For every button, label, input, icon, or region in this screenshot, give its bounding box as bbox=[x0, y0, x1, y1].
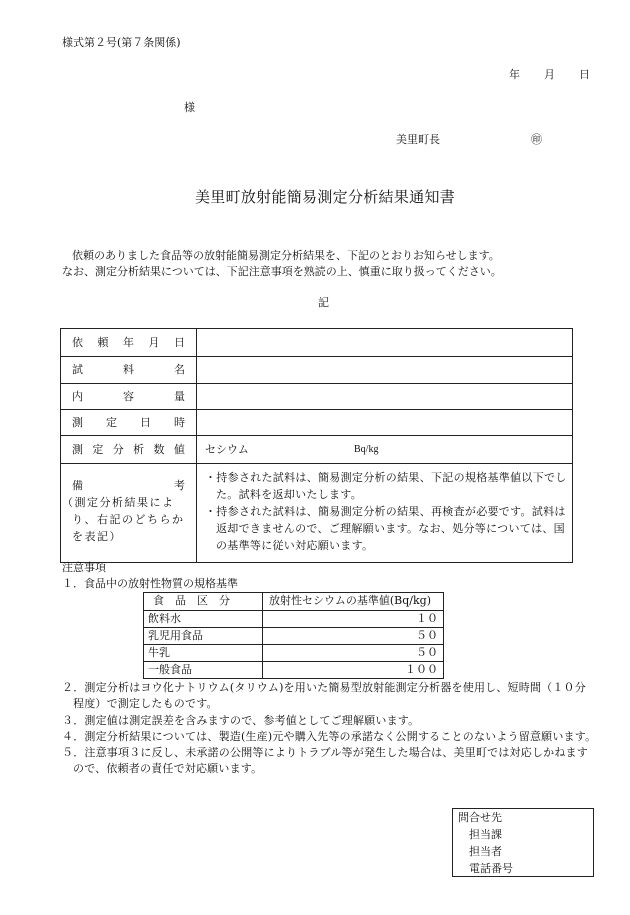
label-char: 試 bbox=[72, 363, 83, 376]
notes-heading: 注意事項 bbox=[62, 561, 106, 574]
result-table bbox=[60, 328, 573, 563]
content-volume-label bbox=[72, 389, 185, 405]
notes-item-4 bbox=[62, 729, 596, 745]
standards-category: 牛乳 bbox=[144, 645, 263, 661]
standards-limit: ５０ bbox=[416, 629, 438, 642]
measured-value-row bbox=[61, 435, 572, 463]
standards-limit: １００ bbox=[405, 663, 438, 676]
label-char: 定 bbox=[92, 442, 104, 456]
note-line: ので、依頼者の責任で対応願います。 bbox=[73, 762, 263, 776]
measurement-datetime-label bbox=[72, 415, 185, 431]
label-char: 名 bbox=[174, 363, 185, 376]
notes-item-3 bbox=[62, 713, 596, 729]
standards-header-row bbox=[144, 593, 443, 610]
measurement-datetime-label-cell bbox=[61, 410, 197, 435]
label-char: 容 bbox=[123, 389, 134, 403]
intro-line-2: なお、測定分析結果については、下記注意事項を熟読の上、慎重に取り扱ってください。 bbox=[62, 265, 502, 278]
sample-name-value bbox=[197, 357, 572, 383]
measurement-datetime-value bbox=[197, 410, 572, 435]
label-char: 備 bbox=[72, 479, 83, 492]
standards-category: 飲料水 bbox=[144, 611, 263, 627]
note-line: 程度）で測定したものです。 bbox=[73, 697, 218, 711]
remarks-label-cell bbox=[61, 464, 197, 562]
nuclide-name: セシウム bbox=[205, 442, 249, 456]
label-char: 内 bbox=[72, 389, 83, 403]
measurement-datetime-row bbox=[61, 409, 572, 435]
form-number: 様式第２号(第７条関係) bbox=[62, 36, 181, 49]
notes-list bbox=[62, 680, 596, 778]
label-char: 数 bbox=[153, 442, 165, 456]
sample-name-label-cell bbox=[61, 357, 197, 383]
sample-name-row bbox=[61, 356, 572, 383]
table-row bbox=[144, 644, 443, 661]
label-char: 時 bbox=[174, 415, 185, 429]
sample-name-label bbox=[72, 362, 185, 378]
label-char: 測 bbox=[72, 415, 83, 429]
remarks-options-cell bbox=[197, 464, 575, 562]
label-char: 月 bbox=[148, 335, 160, 349]
contact-person: 担当者 bbox=[469, 845, 502, 858]
request-date-label-cell bbox=[61, 329, 197, 356]
document-title: 美里町放射能簡易測定分析結果通知書 bbox=[194, 188, 456, 206]
content-volume-value bbox=[197, 384, 572, 409]
remarks-option-line: 返却できませんので、ご理解願います。なお、処分等については、国 bbox=[216, 522, 565, 535]
standards-header-limit: 放射性セシウムの基準値(Bq/kg) bbox=[269, 594, 432, 607]
measured-value-label-cell bbox=[61, 436, 197, 463]
request-date-value bbox=[197, 329, 572, 356]
remarks-instruction-line: を表記） bbox=[72, 530, 122, 543]
notes-item-1: １．食品中の放射性物質の規格基準 bbox=[62, 577, 238, 590]
remarks-option-line: ・持参された試料は、簡易測定分析の結果、再検査が必要です。試料は bbox=[205, 505, 566, 518]
table-row bbox=[144, 610, 443, 627]
remarks-option-line: の基準等に従い対応願います。 bbox=[216, 539, 374, 552]
standards-category: 乳児用食品 bbox=[144, 628, 263, 644]
label-char: 料 bbox=[123, 363, 134, 376]
label-char: 分 bbox=[112, 442, 124, 456]
notes-item-5 bbox=[62, 745, 596, 778]
date-year-label: 年 bbox=[509, 68, 520, 81]
note-line: ４．測定分析結果については、製造(生産)元や購入先等の承諾なく公開することのないよう留意願います。 bbox=[62, 729, 597, 743]
label-char: 日 bbox=[140, 415, 151, 429]
notes-item-2 bbox=[62, 680, 596, 713]
measured-value-cell bbox=[197, 436, 572, 463]
remarks-label bbox=[72, 477, 185, 494]
label-char: 量 bbox=[174, 389, 185, 403]
request-date-row bbox=[61, 329, 572, 356]
standards-limit: １０ bbox=[416, 612, 438, 625]
label-char: 測 bbox=[72, 442, 83, 456]
standards-limit: ５０ bbox=[416, 646, 438, 659]
contact-box bbox=[452, 808, 594, 877]
remarks-option-line: ・持参された試料は、簡易測定分析の結果、下記の規格基準値以下でし bbox=[205, 471, 567, 484]
standards-table bbox=[143, 592, 444, 679]
label-char: 値 bbox=[173, 442, 185, 456]
date-day-label: 日 bbox=[579, 68, 590, 81]
remarks-instruction-line: （測定分析結果によ bbox=[62, 496, 175, 509]
label-char: 日 bbox=[174, 335, 185, 349]
remarks-row bbox=[61, 463, 572, 562]
label-char: 考 bbox=[174, 479, 185, 492]
label-char: 析 bbox=[133, 442, 145, 456]
measured-value-label bbox=[72, 442, 185, 458]
unit-label: Bq/kg bbox=[354, 444, 379, 455]
addressee-honorific: 様 bbox=[184, 101, 195, 114]
standards-header-category: 食 品 区 分 bbox=[144, 593, 263, 610]
contact-department: 担当課 bbox=[469, 828, 502, 841]
request-date-label bbox=[72, 335, 185, 351]
table-row bbox=[144, 627, 443, 644]
ki-heading: 記 bbox=[318, 296, 329, 309]
remarks-instruction-line: り、右記のどちらか bbox=[72, 513, 185, 526]
label-char: 定 bbox=[106, 415, 117, 429]
contact-heading: 問合せ先 bbox=[458, 811, 502, 824]
standards-category: 一般食品 bbox=[144, 662, 263, 678]
seal-icon: ㊞ bbox=[531, 133, 542, 146]
table-row bbox=[144, 661, 443, 678]
note-line: ３．測定値は測定誤差を含みますので、参考値としてご理解願います。 bbox=[62, 713, 420, 727]
note-line: ２．測定分析はヨウ化ナトリウム(タリウム)を用いた簡易型放射能測定分析器を使用し、短時間（１０分 bbox=[62, 681, 586, 694]
label-char: 頼 bbox=[97, 335, 109, 349]
label-char: 年 bbox=[123, 335, 134, 349]
label-char: 依 bbox=[72, 335, 83, 349]
issuer-name: 美里町長 bbox=[396, 133, 440, 146]
content-volume-row bbox=[61, 383, 572, 409]
note-line: ５．注意事項３に反し、未承諾の公開等によりトラブル等が発生した場合は、美里町では対応しかねます bbox=[62, 746, 588, 760]
remarks-option-line: た。試料を返却いたします。 bbox=[216, 488, 363, 501]
content-volume-label-cell bbox=[61, 384, 197, 409]
intro-line-1: 依頼のありました食品等の放射能簡易測定分析結果を、下記のとおりお知らせします。 bbox=[72, 249, 500, 262]
contact-phone: 電話番号 bbox=[469, 862, 513, 875]
date-month-label: 月 bbox=[544, 68, 555, 81]
